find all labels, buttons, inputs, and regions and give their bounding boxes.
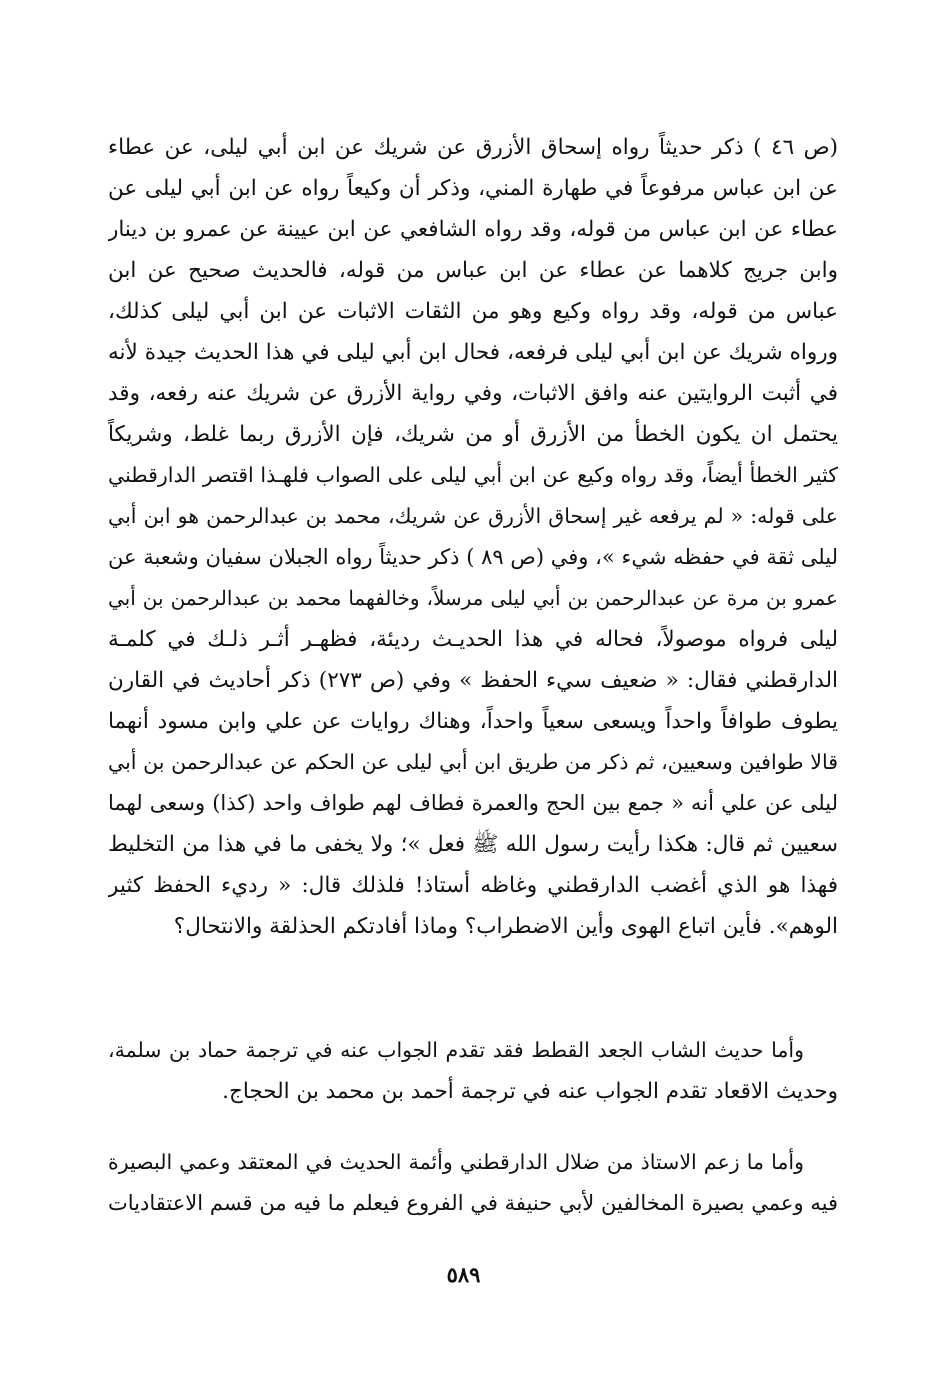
text-line: وأما ما زعم الاستاذ من ضلال الدارقطني وأئمة الحديث في المعتقد وعمي البصيرة: [108, 1150, 804, 1174]
paragraph-2: [108, 1030, 838, 1112]
text-line: يطوف طوافاً واحداً ويسعى سعياً واحداً، وهناك روايات عن علي وابن مسود أنهما: [108, 709, 838, 734]
text-line: ليلى عن علي أنه « جمع بين الحج والعمرة فطاف لهم طواف واحد (كذا) وسعى لهما: [108, 791, 838, 815]
text-line: عطاء عن ابن عباس من قوله، وقد رواه الشافعي عن ابن عيينة عن عمرو بن دينار: [108, 217, 838, 242]
paragraph-3: [108, 1142, 838, 1224]
text-line: وأما حديث الشاب الجعد القطط فقد تقدم الجواب عنه في ترجمة حماد بن سلمة،: [108, 1038, 804, 1062]
page-number: ٥٨٩: [446, 1262, 481, 1287]
text-line: كثير الخطأ أيضاً، وقد رواه وكيع عن ابن أبي ليلى على الصواب فلهـذا اقتصر الدارقطني: [108, 463, 838, 487]
text-line: ليلى ثقة في حفظه شيء »، وفي (ص ٨٩ ) ذكر حديثاً رواه الجبلان سفيان وشعبة عن: [108, 545, 838, 569]
text-line: فيه وعمي بصيرة المخالفين لأبي حنيفة في الفروع فيعلم ما فيه من قسم الاعتقاديات: [108, 1191, 838, 1215]
text-line: على قوله: « لم يرفعه غير إسحاق الأزرق عن شريك، محمد بن عبدالرحمن هو ابن أبي: [108, 504, 838, 528]
text-line: ورواه شريك عن ابن أبي ليلى فرفعه، فحال ابن أبي ليلى في هذا الحديث جيدة لأنه: [108, 340, 838, 365]
text-line: سعيين ثم قال: هكذا رأيت رسول الله ﷺ فعل »؛ ولا يخفى ما في هذا من التخليط: [108, 832, 838, 857]
text-line: وابن جريج كلاهما عن عطاء عن ابن عباس من قوله، فالحديث صحيح عن ابن: [108, 258, 838, 283]
text-line: عباس من قوله، وقد رواه وكيع وهو من الثقات الاثبات عن ابن أبي ليلى كذلك،: [108, 299, 838, 324]
text-line: فهذا هو الذي أغضب الدارقطني وغاظه أستاذ! فلذلك قال: « رديء الحفظ كثير: [108, 873, 838, 898]
text-line: (ص ٤٦ ) ذكر حديثاً رواه إسحاق الأزرق عن شريك عن ابن أبي ليلى، عن عطاء: [108, 135, 838, 160]
text-line: الوهم». فأين اتباع الهوى وأين الاضطراب؟ وماذا أفادتكم الحذلقة والانتحال؟: [173, 914, 838, 939]
text-line: ليلى فرواه موصولاً، فحاله في هذا الحديـث رديئة، فظهـر أثـر ذلـك في كلمـة: [108, 627, 838, 652]
text-line: عن ابن عباس مرفوعاً في طهارة المني، وذكر أن وكيعاً رواه عن ابن أبي ليلى عن: [108, 176, 838, 201]
text-line: الدارقطني فقال: « ضعيف سيء الحفظ » وفي (ص ٢٧٣) ذكر أحاديث في القارن: [108, 668, 838, 693]
text-line: عمرو بن مرة عن عبدالرحمن بن أبي ليلى مرسلاً، وخالفهما محمد بن عبدالرحمن بن أبي: [108, 586, 838, 610]
paragraph-1: [108, 127, 838, 947]
text-line: يحتمل ان يكون الخطأ من الأزرق أو من شريك، فإن الأزرق ربما غلط، وشريكاً: [108, 422, 838, 447]
text-line: وحديث الاقعاد تقدم الجواب عنه في ترجمة أحمد بن محمد بن الحجاج.: [222, 1079, 838, 1104]
text-line: قالا طوافين وسعيين، ثم ذكر من طريق ابن أبي ليلى عن الحكم عن عبدالرحمن بن أبي: [108, 750, 838, 774]
text-line: في أثبت الروايتين عنه وافق الاثبات، وفي رواية الأزرق عن شريك عنه رفعه، وقد: [108, 381, 838, 406]
